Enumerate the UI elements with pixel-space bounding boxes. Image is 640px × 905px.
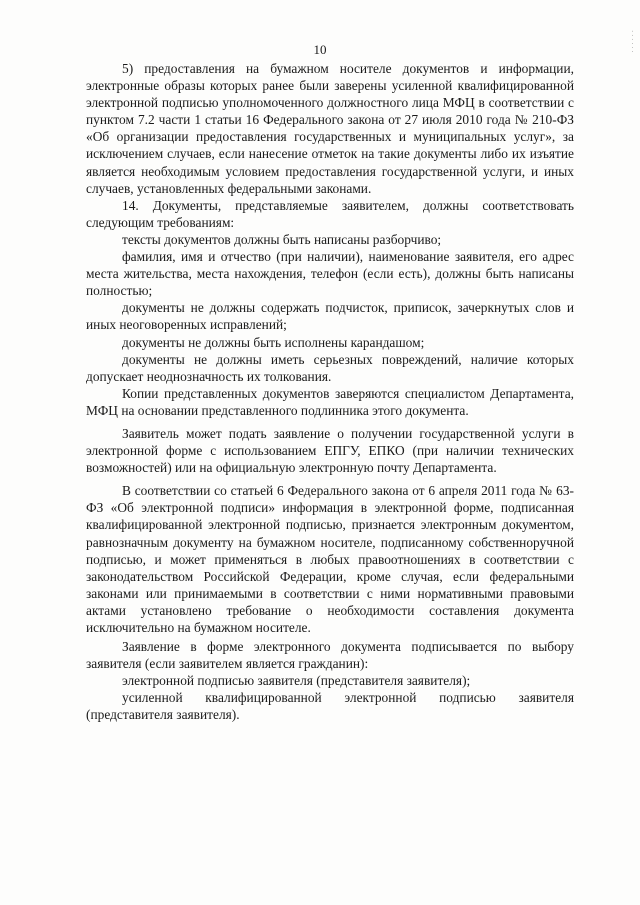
requirement-full-name: фамилия, имя и отчество (при наличии), наименование заявителя, его адрес места жительства, места нахождения, телефон (если есть), должны быть написаны полностью; [86, 249, 574, 299]
paragraph-signature-choice: Заявление в форме электронного документа подписывается по выбору заявителя (если заявителем является гражданин): [86, 639, 574, 672]
paragraph-electronic-submission: Заявитель может подать заявление о получении государственной услуги в электронной форме с использованием ЕПГУ, ЕПКО (при наличии технических возможностей) или на официальную электронную почту Департамента. [86, 425, 574, 476]
paragraph-14-heading: 14. Документы, представляемые заявителем, должны соответствовать следующим требованиям: [86, 197, 574, 230]
page-number: 10 [313, 42, 327, 57]
document-body [86, 60, 574, 724]
paragraph-law-63fz: В соответствии со статьей 6 Федерального закона от 6 апреля 2011 года № 63-ФЗ «Об электронной подписи» информация в электронной форме, подписанная квалифицированной электронной подписью, признается электронным документом, равнозначным документу на бумажном носителе, подписанному собственноручной подписью, и может применяться в любых правоотношениях в соответствии с законодательством Российской Федерации, кроме случая, если федеральными законами или принимаемыми в соответствии с ними нормативными правовыми актами установлено требование о необходимости составления документа исключительно на бумажном носителе. [86, 483, 574, 635]
signature-option-qualified: усиленной квалифицированной электронной подписью заявителя (представителя заявителя). [86, 690, 574, 723]
requirement-legible: тексты документов должны быть написаны разборчиво; [122, 231, 442, 247]
scan-edge-mark: · · · · · · [628, 30, 636, 53]
signature-option-simple: электронной подписью заявителя (представителя заявителя); [122, 673, 471, 689]
requirement-no-damage: документы не должны иметь серьезных повреждений, наличие которых допускает неоднозначность их толкования. [86, 351, 574, 384]
paragraph-copies: Копии представленных документов заверяются специалистом Департамента, МФЦ на основании представленного подлинника этого документа. [86, 385, 574, 418]
requirement-no-pencil: документы не должны быть исполнены карандашом; [122, 334, 425, 350]
paragraph-item-5: 5) предоставления на бумажном носителе документов и информации, электронные образы которых ранее были заверены усиленной квалифицированной электронной подписью уполномоченного должностного лица МФЦ в соответствии с пунктом 7.2 части 1 статьи 16 Федерального закона от 27 июля 2010 года № 210-ФЗ «Об организации предоставления государственных и муниципальных услуг», за исключением случаев, если нанесение отметок на такие документы либо их изъятие является необходимым условием предоставления государственной услуги, и иных случаев, установленных федеральными законами. [86, 61, 574, 196]
requirement-no-erasures: документы не должны содержать подчисток, приписок, зачеркнутых слов и иных неоговоренных исправлений; [86, 300, 574, 333]
